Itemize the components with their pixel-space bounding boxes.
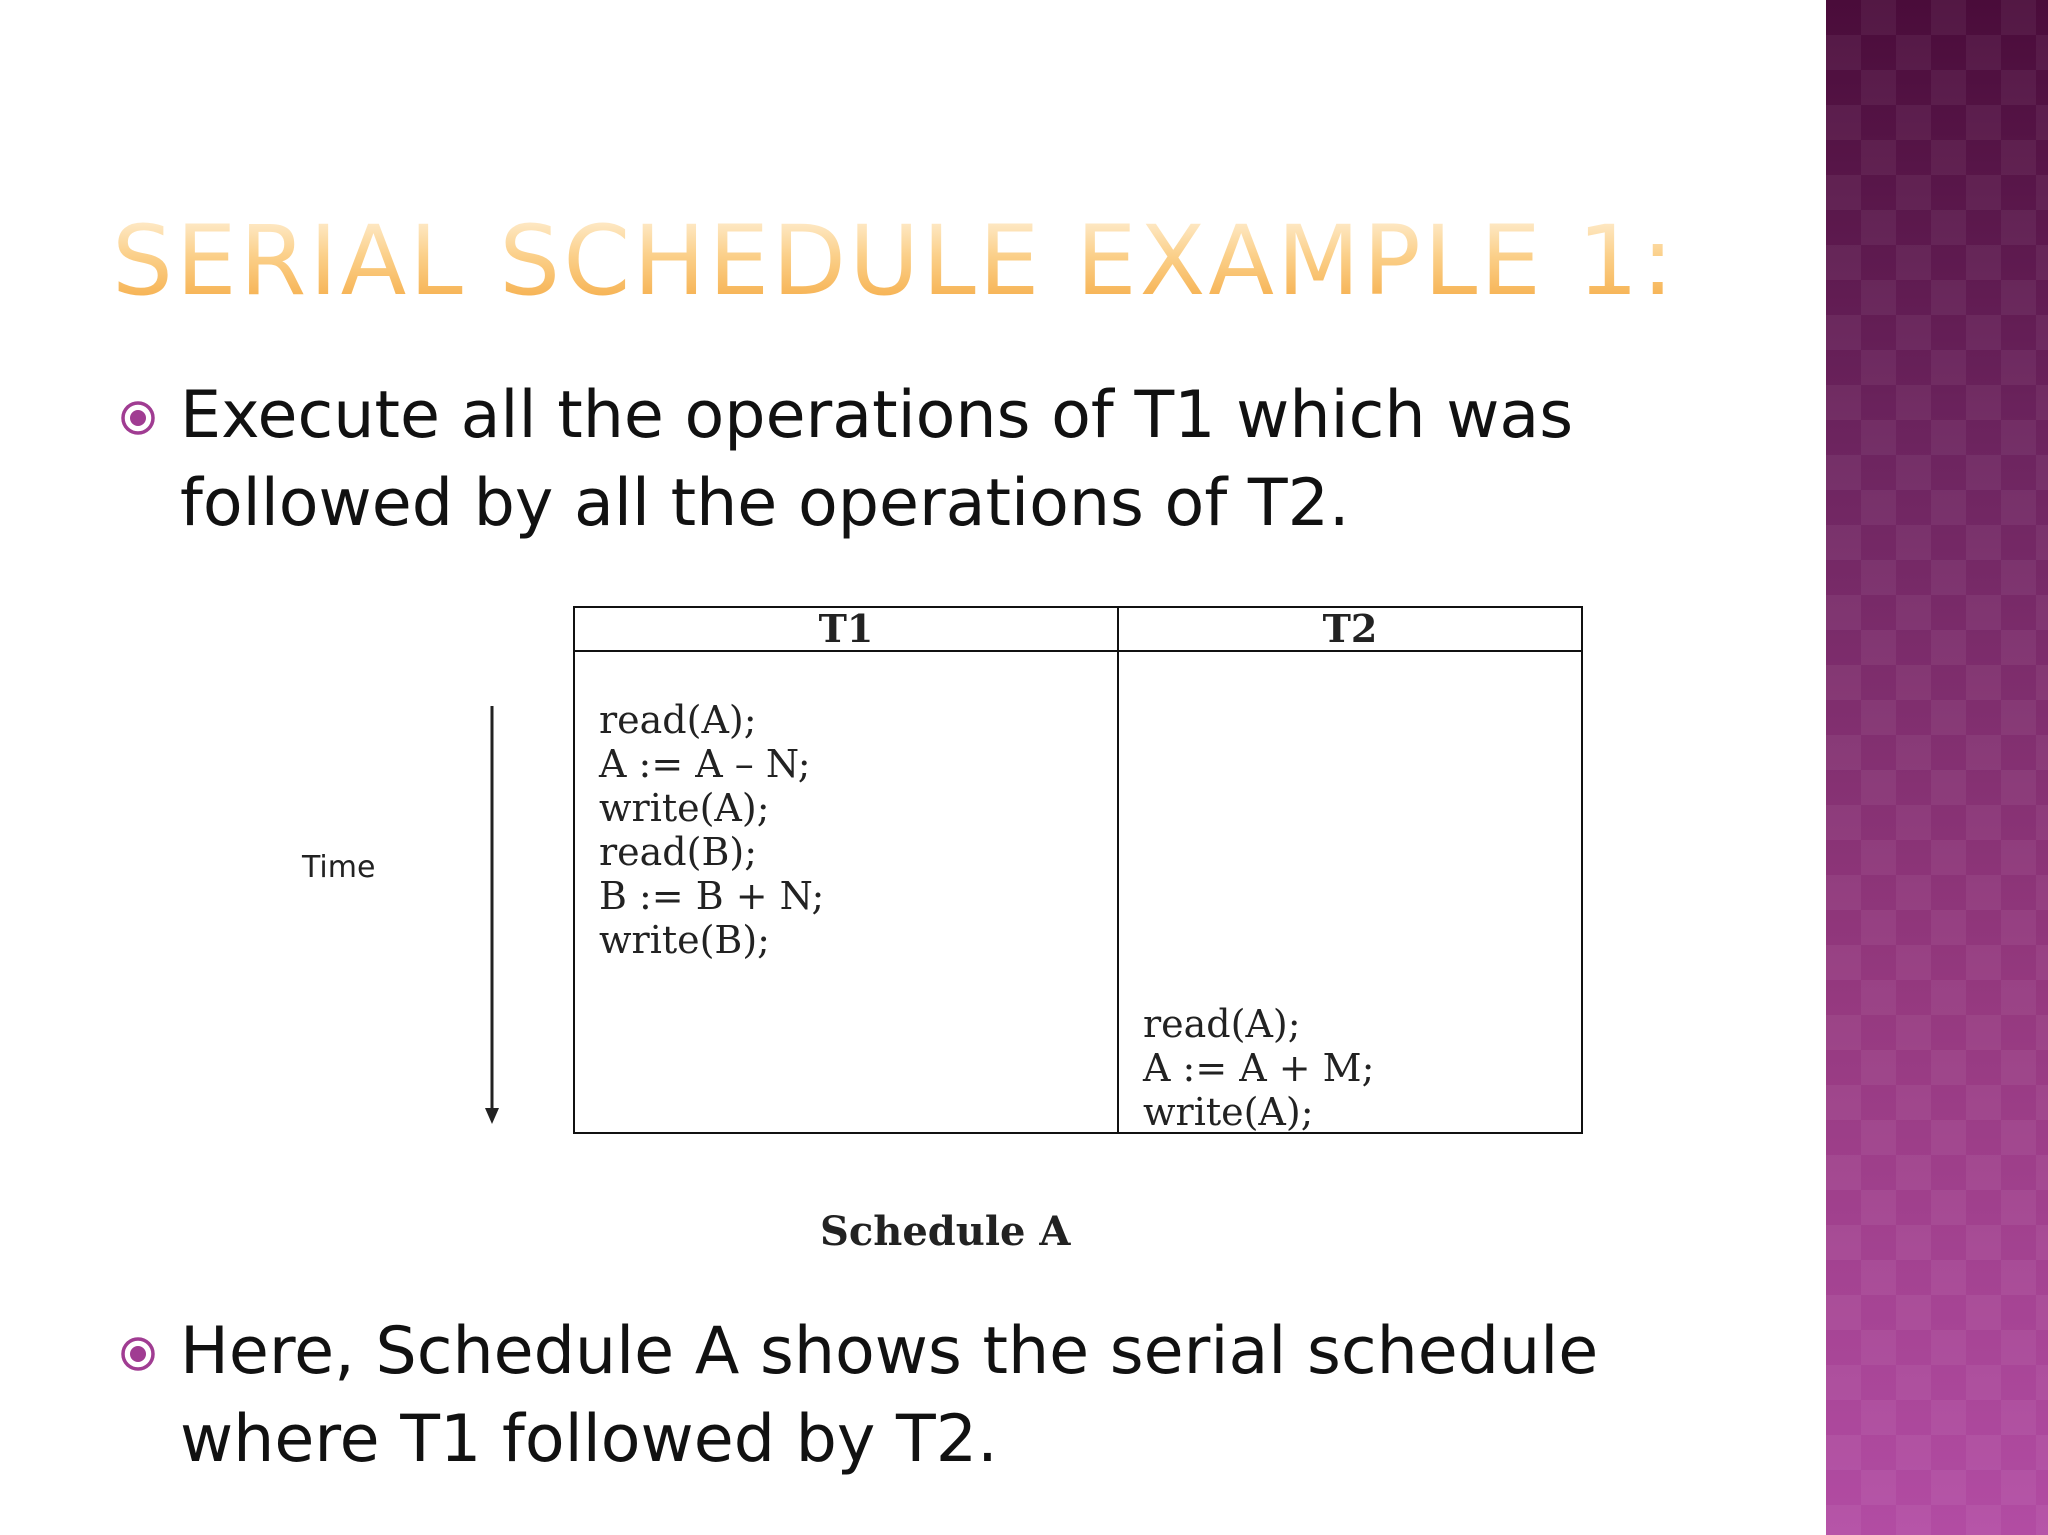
- column-t2: [1119, 608, 1581, 1132]
- target-bullet-icon: [120, 1336, 156, 1372]
- operation-line: read(A);: [599, 698, 757, 742]
- t1-operations: [599, 698, 824, 962]
- figure-caption: Schedule A: [820, 1208, 1071, 1255]
- column-header-t2: T2: [1119, 608, 1581, 652]
- operation-line: A := A – N;: [599, 742, 811, 786]
- operation-line: write(B);: [599, 918, 770, 962]
- time-label: Time: [302, 850, 376, 885]
- operation-line: A := A + M;: [1143, 1046, 1375, 1090]
- schedule-figure: [290, 600, 1610, 1280]
- operation-line: read(A);: [1143, 1002, 1301, 1046]
- bullet-item-2: [120, 1308, 1720, 1484]
- operation-line: write(A);: [1143, 1090, 1314, 1134]
- slide-title: SERIAL SCHEDULE EXAMPLE 1:: [112, 205, 1677, 317]
- schedule-table: [573, 606, 1583, 1134]
- time-arrow-icon: [484, 706, 500, 1126]
- bullet-item-1: [120, 372, 1720, 548]
- column-t1: [575, 608, 1119, 1132]
- operation-line: read(B);: [599, 830, 758, 874]
- operation-line: write(A);: [599, 786, 770, 830]
- column-header-t1: T1: [575, 608, 1117, 652]
- decorative-side-band: [1826, 0, 2048, 1535]
- bullet-text: Execute all the operations of T1 which was followed by all the operations of T2.: [180, 378, 1574, 541]
- t2-operations: [1143, 1002, 1374, 1134]
- target-bullet-icon: [120, 400, 156, 436]
- bullet-text: Here, Schedule A shows the serial schedule where T1 followed by T2.: [180, 1314, 1599, 1477]
- operation-line: B := B + N;: [599, 874, 825, 918]
